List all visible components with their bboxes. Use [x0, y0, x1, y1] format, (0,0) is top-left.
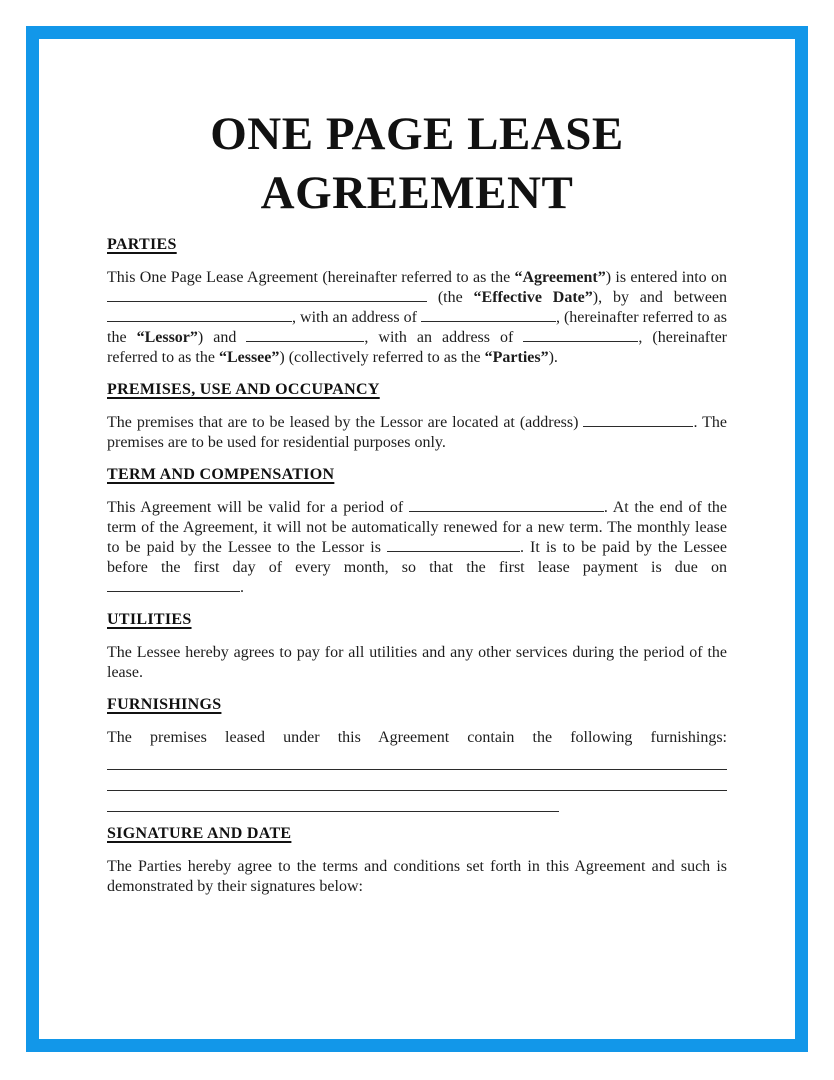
furnishings-line-1 [107, 749, 727, 770]
section-term-compensation [107, 465, 727, 598]
sections-container [107, 235, 727, 897]
text-run: The premises that are to be leased by the Lessor are located at (address) [107, 414, 584, 431]
text-run: . It is to be paid by the Lessee before the first day of every month, so that the first lease payment is due on [107, 539, 727, 576]
effective-date-blank [107, 288, 427, 302]
monthly-lease-amount-blank [387, 538, 520, 552]
text-run: ). [548, 349, 558, 366]
text-run: ) and [197, 329, 247, 346]
section-heading-parties: PARTIES [107, 236, 177, 253]
lessee-address-blank [523, 328, 638, 342]
document-title: ONE PAGE LEASE AGREEMENT [210, 108, 624, 219]
text-run: , (hereinafter referred to as the [107, 309, 727, 346]
section-heading-utilities: UTILITIES [107, 611, 192, 628]
text-run: “Effective Date” [473, 289, 593, 306]
document-content [107, 39, 727, 897]
text-run: , (hereinafter referred to as the [107, 329, 728, 366]
lessor-name-blank [107, 308, 292, 322]
furnishings-line-3 [107, 791, 559, 812]
text-run: ) (collectively referred to as the [279, 349, 485, 366]
text-run: “Lessor” [136, 329, 198, 346]
section-utilities [107, 610, 727, 683]
text-run: “Parties” [484, 349, 549, 366]
furnishings-line-2 [107, 770, 727, 791]
paragraph [107, 268, 727, 368]
text-run: The Lessee hereby agrees to pay for all utilities and any other services during the period of the lease. [107, 644, 727, 681]
text-run: , with an address of [364, 329, 524, 346]
section-premises-use-occupancy [107, 380, 727, 453]
text-run: ) is entered into on [605, 269, 728, 286]
premises-address-blank [583, 413, 693, 427]
paragraph [107, 413, 727, 453]
paragraph [107, 643, 727, 683]
text-run: . [240, 579, 244, 596]
section-heading-signature-date: SIGNATURE AND DATE [107, 825, 292, 842]
section-heading-furnishings: FURNISHINGS [107, 696, 222, 713]
text-run: ), by and between [592, 289, 728, 306]
paragraph [107, 728, 727, 748]
text-run: “Lessee” [218, 349, 280, 366]
text-run: (the [427, 289, 474, 306]
text-run: The premises leased under this Agreement contain the following furnishings: [107, 729, 727, 746]
paragraph [107, 498, 727, 598]
fill-in-lines [107, 749, 727, 812]
paragraph [107, 857, 727, 897]
text-run: . At the end of the term of the Agreement, it will not be automatically renewed for a new term. The monthly lease to be paid by the Lessee to the Lessor is [107, 499, 728, 556]
first-payment-due-date-blank [107, 578, 240, 592]
section-furnishings [107, 695, 727, 812]
section-parties [107, 235, 727, 368]
text-run: The Parties hereby agree to the terms and conditions set forth in this Agreement and such is demonstrated by their signatures below: [107, 858, 727, 895]
text-run: . The premises are to be used for residential purposes only. [107, 414, 727, 451]
text-run: , with an address of [292, 309, 421, 326]
section-signature-date [107, 824, 727, 897]
text-run: This Agreement will be valid for a period of [107, 499, 409, 516]
section-heading-premises-use-occupancy: PREMISES, USE AND OCCUPANCY [107, 381, 380, 398]
section-heading-term-compensation: TERM AND COMPENSATION [107, 466, 335, 483]
lease-period-blank [409, 498, 604, 512]
text-run: “Agreement” [514, 269, 606, 286]
text-run: This One Page Lease Agreement (hereinafter referred to as the [107, 269, 515, 286]
lessor-address-blank [421, 308, 556, 322]
lessee-name-blank [246, 328, 364, 342]
